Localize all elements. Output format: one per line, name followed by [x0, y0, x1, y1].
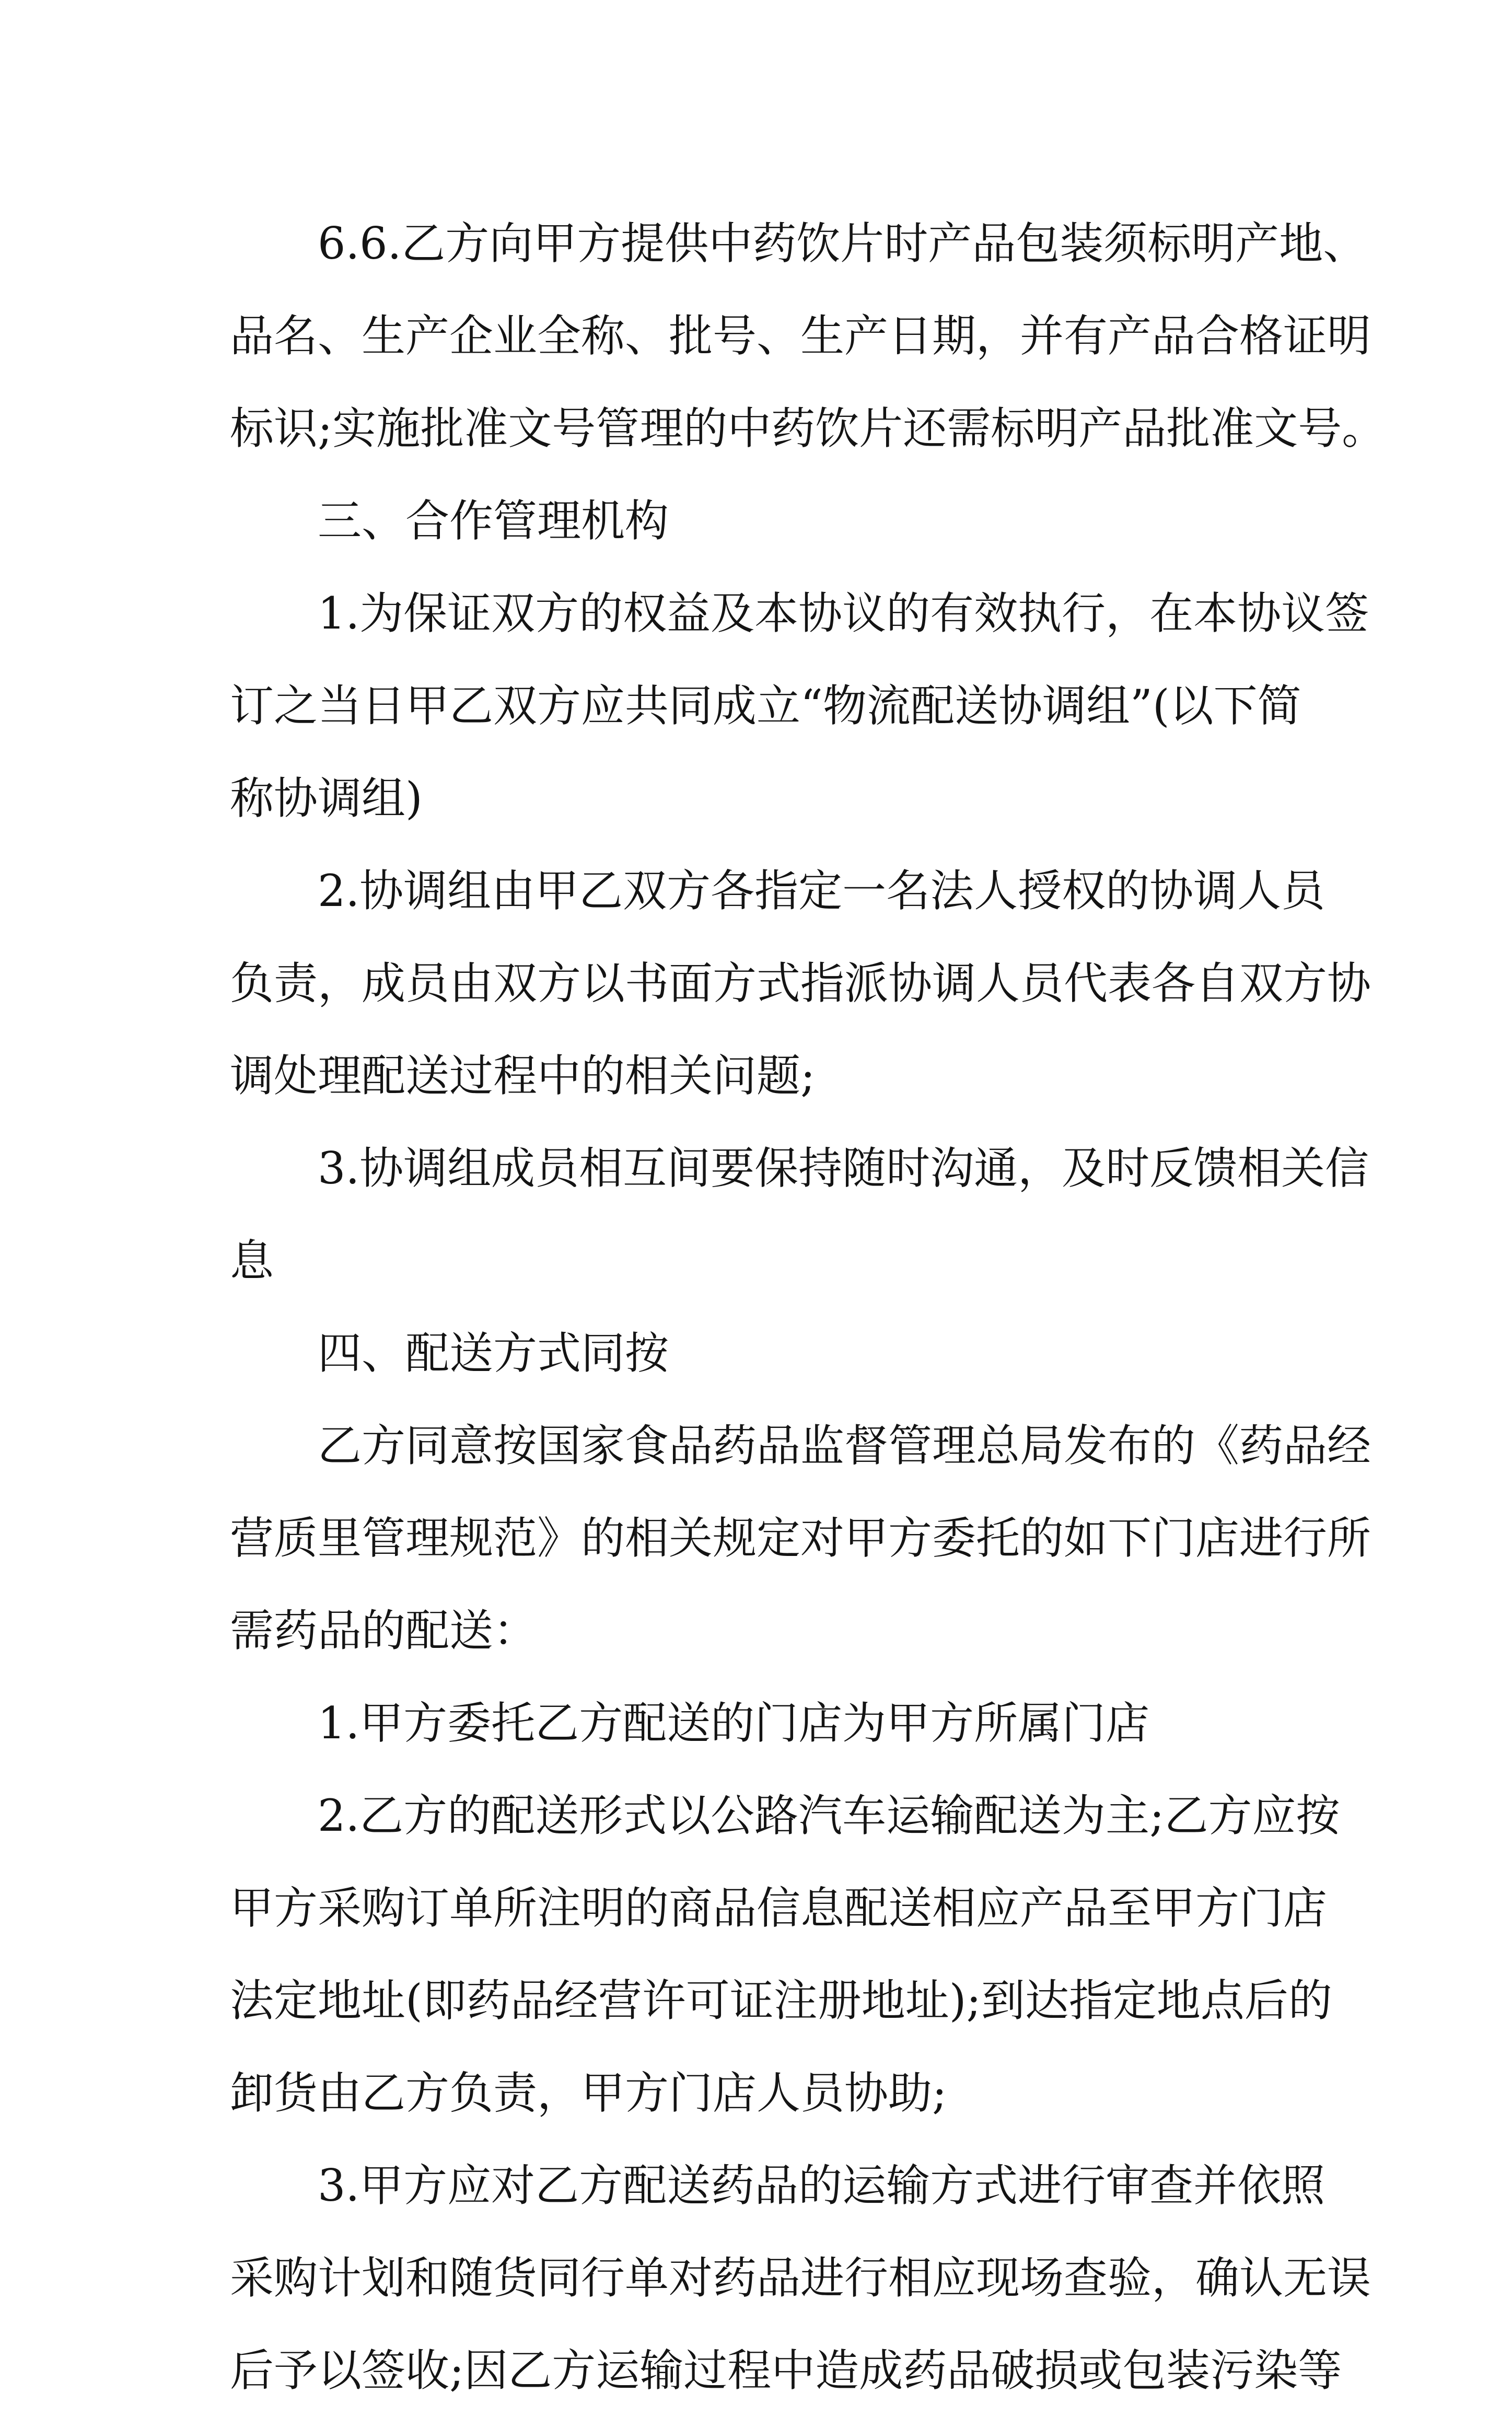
paragraph-line: 称协调组) — [230, 773, 423, 824]
paragraph-line: 1.为保证双方的权益及本协议的有效执行，在本协议签 — [318, 588, 1369, 639]
paragraph-line: 品名、生产企业全称、批号、生产日期，并有产品合格证明 — [230, 310, 1371, 362]
paragraph-4-1 — [230, 1677, 1296, 1770]
paragraph-line: 调处理配送过程中的相关问题; — [230, 1050, 816, 1101]
section-heading-4 — [230, 1307, 1296, 1400]
paragraph-line: 3.协调组成员相互间要保持随时沟通，及时反馈相关信 — [318, 1143, 1369, 1194]
paragraph-line: 6.6.乙方向甲方提供中药饮片时产品包装须标明产地、 — [318, 218, 1367, 269]
paragraph-line: 卸货由乙方负责，甲方门店人员协助; — [230, 2067, 947, 2119]
section-heading: 四、配送方式同按 — [318, 1328, 669, 1379]
paragraph-line: 3.甲方应对乙方配送药品的运输方式进行审查并依照 — [318, 2160, 1325, 2211]
paragraph-3-1 — [230, 567, 1369, 845]
paragraph-6-6 — [230, 197, 1386, 475]
paragraph-line: 标识;实施批准文号管理的中药饮片还需标明产品批准文号。 — [230, 403, 1386, 454]
document-body — [230, 197, 1386, 2417]
paragraph-line: 采购计划和随货同行单对药品进行相应现场查验，确认无误 — [230, 2252, 1371, 2304]
paragraph-line: 负责，成员由双方以书面方式指派协调人员代表各自双方协 — [230, 958, 1371, 1009]
paragraph-4-intro — [230, 1400, 1371, 1677]
paragraph-line: 乙方同意按国家食品药品监督管理总局发布的《药品经 — [318, 1420, 1371, 1471]
paragraph-line: 订之当日甲乙双方应共同成立“物流配送协调组”(以下简 — [230, 680, 1301, 731]
paragraph-line: 甲方采购订单所注明的商品信息配送相应产品至甲方门店 — [230, 1883, 1328, 1934]
paragraph-line: 1.甲方委托乙方配送的门店为甲方所属门店 — [318, 1698, 1150, 1749]
section-heading: 三、合作管理机构 — [318, 495, 669, 547]
paragraph-line: 需药品的配送： — [230, 1605, 538, 1656]
paragraph-3-2 — [230, 845, 1371, 1122]
paragraph-line: 息 — [230, 1235, 274, 1286]
paragraph-line: 法定地址(即药品经营许可证注册地址);到达指定地点后的 — [230, 1975, 1332, 2026]
paragraph-4-3 — [230, 2140, 1371, 2417]
paragraph-line: 营质里管理规范》的相关规定对甲方委托的如下门店进行所 — [230, 1513, 1371, 1564]
section-heading-3 — [230, 475, 1296, 567]
paragraph-3-3 — [230, 1122, 1369, 1307]
paragraph-line: 后予以签收;因乙方运输过程中造成药品破损或包装污染等 — [230, 2345, 1342, 2396]
paragraph-4-2 — [230, 1770, 1340, 2140]
paragraph-line: 2.乙方的配送形式以公路汽车运输配送为主;乙方应按 — [318, 1790, 1340, 1841]
paragraph-line: 2.协调组由甲乙双方各指定一名法人授权的协调人员 — [318, 865, 1325, 916]
